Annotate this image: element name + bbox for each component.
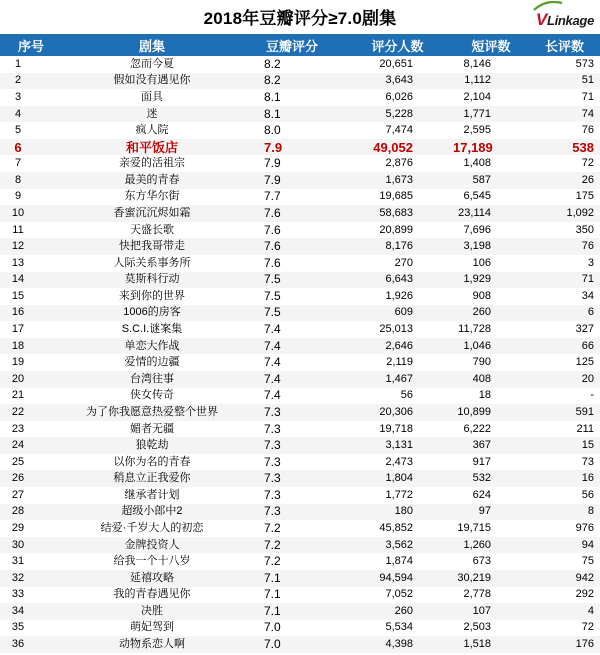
cell-name: 萌妃驾到 xyxy=(130,621,174,634)
cell-short-reviews: 917 xyxy=(472,455,491,468)
cell-raters: 20,899 xyxy=(379,223,413,236)
cell-name: 1006的房客 xyxy=(123,306,181,319)
table-row xyxy=(0,504,600,521)
cell-short-reviews: 107 xyxy=(472,604,491,617)
cell-score: 7.3 xyxy=(264,404,281,419)
table-row xyxy=(0,189,600,206)
cell-short-reviews: 2,778 xyxy=(463,588,491,601)
cell-raters: 94,594 xyxy=(379,571,413,584)
table-row xyxy=(0,454,600,471)
cell-rank: 12 xyxy=(11,240,25,253)
cell-name: 台湾往事 xyxy=(130,372,174,385)
cell-long-reviews: 75 xyxy=(581,555,594,568)
table-row xyxy=(0,388,600,405)
table-row xyxy=(0,437,600,454)
cell-rank: 6 xyxy=(14,139,22,155)
cell-raters: 45,852 xyxy=(379,521,413,534)
cell-name: 继承者计划 xyxy=(124,488,180,501)
cell-long-reviews: 175 xyxy=(575,190,594,203)
cell-raters: 2,119 xyxy=(386,356,413,369)
cell-score: 7.1 xyxy=(264,603,281,618)
cell-raters: 2,646 xyxy=(385,339,413,352)
table-body xyxy=(0,56,600,653)
cell-long-reviews: 76 xyxy=(581,124,594,137)
cell-rank: 18 xyxy=(11,339,25,352)
cell-rank: 34 xyxy=(11,604,25,617)
cell-name: 和平饭店 xyxy=(125,139,178,155)
cell-long-reviews: 76 xyxy=(581,240,594,253)
cell-score: 7.6 xyxy=(264,205,281,220)
cell-score: 7.6 xyxy=(264,255,281,270)
cell-long-reviews: 73 xyxy=(581,455,594,468)
cell-name: 亲爱的活祖宗 xyxy=(119,157,185,170)
cell-score: 8.1 xyxy=(264,106,281,121)
table-row xyxy=(0,288,600,305)
cell-score: 7.1 xyxy=(264,570,281,585)
table-row xyxy=(0,172,600,189)
cell-long-reviews: 4 xyxy=(587,604,594,617)
cell-score: 7.0 xyxy=(264,637,281,652)
cell-raters: 4,398 xyxy=(385,638,413,651)
cell-raters: 2,876 xyxy=(385,157,413,170)
cell-name: 媚者无疆 xyxy=(130,422,174,435)
cell-raters: 1,673 xyxy=(385,173,413,186)
cell-score: 7.4 xyxy=(264,355,281,370)
cell-raters: 1,772 xyxy=(385,488,413,501)
title-bar xyxy=(0,0,600,34)
cell-raters: 56 xyxy=(400,389,413,402)
cell-raters: 25,013 xyxy=(379,323,413,336)
cell-rank: 28 xyxy=(11,505,25,518)
cell-score: 7.6 xyxy=(264,222,281,237)
cell-raters: 58,683 xyxy=(379,206,413,219)
cell-raters: 1,804 xyxy=(385,472,413,485)
table-row xyxy=(0,470,600,487)
cell-long-reviews: 1,092 xyxy=(566,206,594,219)
cell-long-reviews: 71 xyxy=(581,90,594,103)
cell-rank: 25 xyxy=(11,455,25,468)
cell-short-reviews: 8,146 xyxy=(463,57,491,70)
cell-score: 7.1 xyxy=(264,587,281,602)
table-header xyxy=(0,34,600,56)
cell-raters: 7,052 xyxy=(385,588,413,601)
cell-score: 7.0 xyxy=(264,620,281,635)
cell-raters: 20,651 xyxy=(379,57,413,70)
cell-long-reviews: 3 xyxy=(587,256,594,269)
cell-long-reviews: 34 xyxy=(581,289,594,302)
cell-name: 迷 xyxy=(146,107,158,120)
cell-score: 7.6 xyxy=(264,239,281,254)
cell-rank: 35 xyxy=(11,621,25,634)
cell-rank: 24 xyxy=(11,439,25,452)
table-row xyxy=(0,89,600,106)
table-row xyxy=(0,205,600,222)
ranking-table xyxy=(0,34,600,653)
cell-name: 金牌投资人 xyxy=(124,538,180,551)
cell-rank: 15 xyxy=(11,289,25,302)
cell-score: 7.2 xyxy=(264,554,281,569)
cell-raters: 19,685 xyxy=(379,190,413,203)
table-row xyxy=(0,421,600,438)
cell-rank: 26 xyxy=(11,472,25,485)
col-header-score: 豆瓣评分 xyxy=(265,38,318,54)
table-row xyxy=(0,238,600,255)
cell-name: 天盛长歌 xyxy=(130,223,174,236)
cell-long-reviews: 327 xyxy=(575,323,594,336)
cell-rank: 30 xyxy=(11,538,25,551)
cell-rank: 20 xyxy=(11,372,25,385)
cell-name: 爱情的边疆 xyxy=(124,356,180,369)
cell-rank: 36 xyxy=(11,638,25,651)
cell-score: 7.4 xyxy=(264,371,281,386)
col-header-name: 剧集 xyxy=(138,38,165,54)
cell-name: 侠女传奇 xyxy=(130,389,174,402)
cell-score: 7.3 xyxy=(264,471,281,486)
cell-short-reviews: 624 xyxy=(472,488,491,501)
cell-short-reviews: 2,503 xyxy=(463,621,491,634)
cell-raters: 3,643 xyxy=(385,74,413,87)
cell-short-reviews: 587 xyxy=(472,173,491,186)
cell-rank: 8 xyxy=(14,173,22,186)
cell-score: 7.3 xyxy=(264,421,281,436)
cell-short-reviews: 7,696 xyxy=(463,223,491,236)
cell-score: 7.9 xyxy=(264,172,281,187)
cell-score: 8.2 xyxy=(264,56,281,71)
cell-name: 忽而今夏 xyxy=(130,57,174,70)
table-row xyxy=(0,487,600,504)
cell-raters: 5,228 xyxy=(385,107,413,120)
cell-name: 单恋大作战 xyxy=(124,339,180,352)
cell-rank: 3 xyxy=(14,90,22,103)
cell-short-reviews: 1,260 xyxy=(463,538,491,551)
cell-long-reviews: 125 xyxy=(575,356,594,369)
cell-short-reviews: 1,771 xyxy=(463,107,491,120)
cell-score: 7.5 xyxy=(264,272,281,287)
table-row xyxy=(0,603,600,620)
cell-short-reviews: 18 xyxy=(478,389,491,402)
cell-rank: 16 xyxy=(11,306,25,319)
cell-long-reviews: 26 xyxy=(581,173,594,186)
cell-raters: 1,467 xyxy=(385,372,413,385)
cell-rank: 9 xyxy=(14,190,22,203)
cell-rank: 11 xyxy=(12,223,24,236)
cell-name: 结爱·千岁大人的初恋 xyxy=(100,521,204,534)
table-row xyxy=(0,155,600,172)
cell-short-reviews: 532 xyxy=(472,472,491,485)
cell-score: 8.1 xyxy=(264,89,281,104)
logo-v: V xyxy=(535,10,547,29)
cell-name: S.C.I.谜案集 xyxy=(121,323,183,336)
cell-long-reviews: 211 xyxy=(576,422,594,435)
cell-raters: 270 xyxy=(394,256,413,269)
cell-raters: 19,718 xyxy=(379,422,413,435)
cell-score: 7.3 xyxy=(264,438,281,453)
cell-short-reviews: 6,545 xyxy=(463,190,491,203)
cell-rank: 33 xyxy=(11,588,25,601)
cell-short-reviews: 11,728 xyxy=(458,323,491,336)
table-row xyxy=(0,537,600,554)
cell-name: 东方华尔街 xyxy=(124,190,180,203)
cell-rank: 5 xyxy=(14,124,22,137)
cell-raters: 49,052 xyxy=(373,139,413,155)
cell-long-reviews: 51 xyxy=(581,74,594,87)
cell-score: 7.3 xyxy=(264,454,281,469)
cell-name: 疯人院 xyxy=(135,124,169,137)
cell-rank: 19 xyxy=(11,356,25,369)
cell-raters: 7,474 xyxy=(385,124,413,137)
table-row xyxy=(0,139,600,156)
cell-short-reviews: 790 xyxy=(472,356,491,369)
cell-raters: 3,131 xyxy=(385,439,413,452)
cell-raters: 609 xyxy=(394,306,413,319)
cell-name: 决胜 xyxy=(141,604,163,617)
cell-score: 7.2 xyxy=(264,520,281,535)
cell-score: 7.9 xyxy=(264,156,281,171)
table-row xyxy=(0,122,600,139)
table-row xyxy=(0,272,600,289)
vlinkage-logo xyxy=(536,8,594,30)
table-row xyxy=(0,56,600,73)
cell-long-reviews: 976 xyxy=(575,521,594,534)
cell-short-reviews: 2,595 xyxy=(463,124,491,137)
cell-long-reviews: 292 xyxy=(575,588,594,601)
cell-long-reviews: 6 xyxy=(587,306,594,319)
cell-short-reviews: 2,104 xyxy=(463,90,491,103)
table-row xyxy=(0,587,600,604)
table-row xyxy=(0,404,600,421)
cell-short-reviews: 1,929 xyxy=(463,273,491,286)
cell-short-reviews: 106 xyxy=(472,256,491,269)
col-header-raters: 评分人数 xyxy=(371,38,424,54)
table-row xyxy=(0,73,600,90)
cell-short-reviews: 19,715 xyxy=(457,521,491,534)
cell-score: 7.5 xyxy=(264,288,281,303)
cell-score: 7.3 xyxy=(264,487,281,502)
cell-rank: 1 xyxy=(14,57,22,70)
cell-short-reviews: 97 xyxy=(478,505,491,518)
table-row xyxy=(0,305,600,322)
cell-short-reviews: 30,219 xyxy=(457,571,491,584)
table-row xyxy=(0,321,600,338)
cell-name: 假如没有遇见你 xyxy=(113,74,191,87)
cell-short-reviews: 1,518 xyxy=(463,638,491,651)
cell-raters: 6,643 xyxy=(385,273,413,286)
page-title: 2018年豆瓣评分≥7.0剧集 xyxy=(203,9,397,28)
cell-short-reviews: 1,408 xyxy=(463,157,491,170)
cell-score: 7.4 xyxy=(264,322,281,337)
cell-long-reviews: 16 xyxy=(581,472,594,485)
cell-rank: 23 xyxy=(11,422,25,435)
cell-long-reviews: 538 xyxy=(572,139,594,155)
cell-short-reviews: 17,189 xyxy=(453,139,493,155)
table-row xyxy=(0,620,600,637)
table-row xyxy=(0,354,600,371)
cell-long-reviews: 350 xyxy=(575,223,594,236)
cell-raters: 260 xyxy=(394,604,413,617)
cell-rank: 2 xyxy=(14,74,22,87)
table-row xyxy=(0,636,600,653)
cell-name: 延禧攻略 xyxy=(130,571,174,584)
cell-rank: 27 xyxy=(11,488,25,501)
cell-raters: 2,473 xyxy=(385,455,413,468)
cell-raters: 1,926 xyxy=(385,289,413,302)
table-row xyxy=(0,338,600,355)
cell-long-reviews: 94 xyxy=(581,538,594,551)
cell-short-reviews: 10,899 xyxy=(457,405,491,418)
cell-name: 来到你的世界 xyxy=(119,289,185,302)
cell-rank: 14 xyxy=(11,273,25,286)
cell-raters: 6,026 xyxy=(385,90,413,103)
cell-name: 面具 xyxy=(141,90,163,103)
cell-name: 快把我哥带走 xyxy=(119,240,185,253)
cell-score: 7.4 xyxy=(264,338,281,353)
col-header-rank: 序号 xyxy=(17,38,44,54)
col-header-short: 短评数 xyxy=(471,38,511,54)
cell-rank: 31 xyxy=(11,555,25,568)
table-row xyxy=(0,371,600,388)
col-header-long: 长评数 xyxy=(544,38,584,54)
cell-long-reviews: 72 xyxy=(581,621,594,634)
table-row xyxy=(0,255,600,272)
table-row xyxy=(0,520,600,537)
cell-score: 8.0 xyxy=(264,123,281,138)
cell-rank: 4 xyxy=(14,107,22,120)
cell-long-reviews: 56 xyxy=(581,488,594,501)
cell-score: 7.9 xyxy=(264,139,283,155)
cell-long-reviews: 942 xyxy=(575,571,594,584)
logo-swoosh-icon xyxy=(532,1,564,11)
cell-score: 7.7 xyxy=(264,189,281,204)
cell-name: 香蜜沉沉烬如霜 xyxy=(113,206,191,219)
table-row xyxy=(0,553,600,570)
cell-long-reviews: 74 xyxy=(581,107,594,120)
cell-rank: 13 xyxy=(11,256,25,269)
cell-long-reviews: 591 xyxy=(575,405,594,418)
logo-text: Linkage xyxy=(546,13,594,28)
cell-rank: 17 xyxy=(11,323,25,336)
cell-short-reviews: 260 xyxy=(472,306,491,319)
cell-long-reviews: 8 xyxy=(587,505,594,518)
cell-rank: 29 xyxy=(11,521,25,534)
table-row xyxy=(0,222,600,239)
cell-rank: 7 xyxy=(14,157,22,170)
cell-short-reviews: 367 xyxy=(472,439,491,452)
cell-name: 给我一个十八岁 xyxy=(113,555,191,568)
cell-name: 狼乾劫 xyxy=(135,439,169,452)
cell-long-reviews: 71 xyxy=(581,273,594,286)
cell-name: 以你为名的青春 xyxy=(113,455,191,468)
cell-long-reviews: 176 xyxy=(575,638,594,651)
cell-rank: 21 xyxy=(11,389,25,402)
cell-raters: 20,306 xyxy=(379,405,413,418)
cell-long-reviews: 66 xyxy=(581,339,594,352)
cell-long-reviews: - xyxy=(590,389,594,402)
cell-name: 为了你我愿意热爱整个世界 xyxy=(86,405,218,418)
cell-raters: 180 xyxy=(394,505,413,518)
cell-short-reviews: 408 xyxy=(472,372,491,385)
cell-name: 动物系恋人啊 xyxy=(119,638,185,651)
cell-name: 莫斯科行动 xyxy=(124,273,180,286)
cell-raters: 5,534 xyxy=(385,621,413,634)
cell-name: 我的青春遇见你 xyxy=(113,588,191,601)
cell-short-reviews: 6,222 xyxy=(463,422,491,435)
cell-long-reviews: 573 xyxy=(575,57,594,70)
cell-score: 8.2 xyxy=(264,73,281,88)
cell-short-reviews: 1,046 xyxy=(463,339,491,352)
cell-long-reviews: 20 xyxy=(581,372,594,385)
cell-name: 稍息立正我爱你 xyxy=(113,472,191,485)
cell-long-reviews: 72 xyxy=(581,157,594,170)
cell-raters: 8,176 xyxy=(385,240,413,253)
cell-score: 7.3 xyxy=(264,504,281,519)
cell-short-reviews: 1,112 xyxy=(464,74,491,87)
cell-short-reviews: 3,198 xyxy=(463,240,491,253)
cell-rank: 22 xyxy=(11,405,25,418)
cell-name: 人际关系事务所 xyxy=(113,256,191,269)
cell-short-reviews: 673 xyxy=(472,555,491,568)
cell-score: 7.5 xyxy=(264,305,281,320)
cell-name: 超级小郎中2 xyxy=(121,505,183,518)
cell-raters: 3,562 xyxy=(385,538,413,551)
cell-short-reviews: 23,114 xyxy=(458,206,491,219)
cell-name: 最美的青春 xyxy=(124,173,180,186)
cell-short-reviews: 908 xyxy=(472,289,491,302)
table-row xyxy=(0,106,600,123)
cell-long-reviews: 15 xyxy=(581,439,594,452)
table-row xyxy=(0,570,600,587)
cell-rank: 10 xyxy=(11,206,25,219)
cell-raters: 1,874 xyxy=(385,555,413,568)
cell-score: 7.4 xyxy=(264,388,281,403)
cell-rank: 32 xyxy=(11,571,25,584)
cell-score: 7.2 xyxy=(264,537,281,552)
